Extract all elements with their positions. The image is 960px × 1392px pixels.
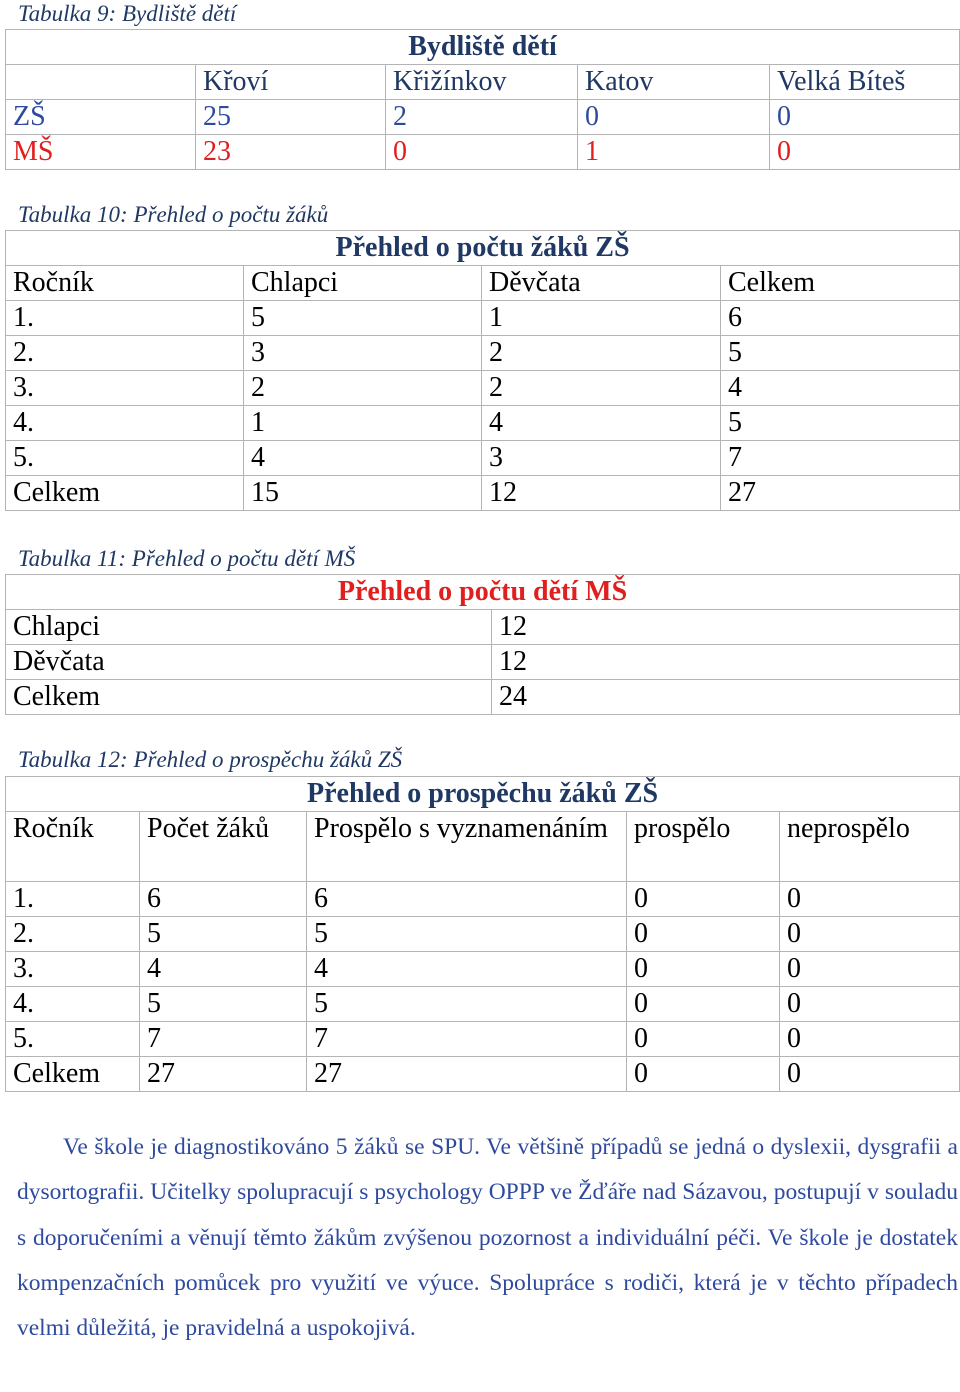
table12-title: Přehled o prospěchu žáků ZŠ — [6, 777, 960, 812]
table9-title: Bydliště dětí — [6, 30, 960, 65]
table12-column-header: neprospělo — [780, 812, 960, 882]
table12-cell: 4 — [140, 952, 307, 987]
table12-column-header: Ročník — [6, 812, 140, 882]
table-row — [6, 917, 960, 952]
table10-cell: 2 — [244, 371, 482, 406]
table12-cell: 0 — [780, 987, 960, 1022]
table10-cell: 4 — [244, 441, 482, 476]
table9-cell: 0 — [770, 100, 960, 135]
table12-cell: 0 — [627, 1022, 780, 1057]
table-row — [6, 882, 960, 917]
table12-cell: 27 — [307, 1057, 627, 1092]
table-row — [6, 441, 960, 476]
table10 — [5, 230, 960, 511]
table10-cell: 1 — [244, 406, 482, 441]
table10-cell: 5. — [6, 441, 244, 476]
table12-cell: 4 — [307, 952, 627, 987]
table12-cell: 5 — [140, 987, 307, 1022]
table10-cell: 5 — [244, 301, 482, 336]
table9-cell: 2 — [386, 100, 578, 135]
table10-header-row — [6, 266, 960, 301]
table9-row-zs — [6, 100, 960, 135]
table10-column-header: Celkem — [721, 266, 960, 301]
table12-cell: 0 — [780, 1057, 960, 1092]
table10-cell: 15 — [244, 476, 482, 511]
table12-cell: 3. — [6, 952, 140, 987]
table9-caption: Tabulka 9: Bydliště dětí — [18, 1, 237, 26]
table9-row-label: MŠ — [6, 135, 196, 170]
table9-column-header: Křižínkov — [386, 65, 578, 100]
table12-cell: 5 — [307, 987, 627, 1022]
table12-cell: 4. — [6, 987, 140, 1022]
table10-cell: 12 — [482, 476, 721, 511]
table10-cell: 27 — [721, 476, 960, 511]
table-row — [6, 952, 960, 987]
table12-cell: 1. — [6, 882, 140, 917]
table10-cell: 2. — [6, 336, 244, 371]
table10-cell: 4 — [482, 406, 721, 441]
table12-cell: 0 — [627, 1057, 780, 1092]
table12-cell: 5 — [140, 917, 307, 952]
table12-cell: 7 — [307, 1022, 627, 1057]
table9-cell: 1 — [578, 135, 770, 170]
table11-label: Chlapci — [6, 610, 492, 645]
table9-cell: 25 — [196, 100, 386, 135]
body-paragraph — [17, 1125, 958, 1351]
table-row — [6, 1022, 960, 1057]
table12-cell: 0 — [780, 882, 960, 917]
table10-cell: 5 — [721, 336, 960, 371]
table9-column-header: Velká Bíteš — [770, 65, 960, 100]
table9-cell: 0 — [578, 100, 770, 135]
table9-header-row — [6, 65, 960, 100]
table12-caption: Tabulka 12: Přehled o prospěchu žáků ZŠ — [18, 747, 403, 772]
table12-cell: 0 — [780, 917, 960, 952]
table11-value: 24 — [492, 680, 960, 715]
table10-column-header: Děvčata — [482, 266, 721, 301]
table12-column-header: Počet žáků — [140, 812, 307, 882]
table-row — [6, 406, 960, 441]
table9-column-header: Křoví — [196, 65, 386, 100]
table9-column-header: Katov — [578, 65, 770, 100]
table10-cell: 7 — [721, 441, 960, 476]
table12 — [5, 776, 960, 1092]
table9-row-ms — [6, 135, 960, 170]
table10-caption: Tabulka 10: Přehled o počtu žáků — [18, 202, 329, 227]
table10-column-header: Ročník — [6, 266, 244, 301]
table-row — [6, 987, 960, 1022]
table10-cell: 2 — [482, 371, 721, 406]
table11-label: Celkem — [6, 680, 492, 715]
table10-cell: 1. — [6, 301, 244, 336]
table9 — [5, 29, 960, 170]
table-row — [6, 371, 960, 406]
table12-cell: Celkem — [6, 1057, 140, 1092]
table11-value: 12 — [492, 610, 960, 645]
table12-cell: 6 — [307, 882, 627, 917]
table10-cell: 6 — [721, 301, 960, 336]
table11 — [5, 574, 960, 715]
table12-cell: 0 — [780, 952, 960, 987]
table12-cell: 0 — [627, 917, 780, 952]
table12-header-row — [6, 812, 960, 882]
table12-cell: 2. — [6, 917, 140, 952]
table11-caption: Tabulka 11: Přehled o počtu dětí MŠ — [18, 546, 356, 571]
table10-cell: 1 — [482, 301, 721, 336]
table10-total-row — [6, 476, 960, 511]
table9-cell: 0 — [770, 135, 960, 170]
table12-cell: 0 — [780, 1022, 960, 1057]
table12-cell: 0 — [627, 987, 780, 1022]
table12-cell: 5 — [307, 917, 627, 952]
table12-cell: 0 — [627, 882, 780, 917]
table-row — [6, 610, 960, 645]
table10-cell: 4. — [6, 406, 244, 441]
table9-cell: 23 — [196, 135, 386, 170]
table10-title: Přehled o počtu žáků ZŠ — [6, 231, 960, 266]
table10-cell: 4 — [721, 371, 960, 406]
table12-cell: 0 — [627, 952, 780, 987]
table12-cell: 5. — [6, 1022, 140, 1057]
table-row — [6, 336, 960, 371]
table10-cell: 3. — [6, 371, 244, 406]
table12-total-row — [6, 1057, 960, 1092]
table12-cell: 6 — [140, 882, 307, 917]
table-row — [6, 645, 960, 680]
table10-cell: Celkem — [6, 476, 244, 511]
table11-value: 12 — [492, 645, 960, 680]
table9-corner-cell — [6, 65, 196, 100]
table-row — [6, 680, 960, 715]
table-row — [6, 301, 960, 336]
table12-cell: 7 — [140, 1022, 307, 1057]
table12-cell: 27 — [140, 1057, 307, 1092]
table12-column-header: Prospělo s vyznamenáním — [307, 812, 627, 882]
table10-column-header: Chlapci — [244, 266, 482, 301]
table9-cell: 0 — [386, 135, 578, 170]
table10-cell: 2 — [482, 336, 721, 371]
body-paragraph-text: Ve škole je diagnostikováno 5 žáků se SPU. Ve většině případů se jedná o dyslexii, dysgrafii a dysortografii. Učitelky spolupracují s psychology OPPP ve Žďáře nad Sázavou, postupují v souladu s doporučeními a věnují těmto žákům zvýšenou pozornost a individuální péči. Ve škole je dostatek kompenzačních pomůcek pro využití ve výuce. Spolupráce s rodiči, která je v těchto případech velmi důležitá, je pravidelná a uspokojivá. — [17, 1134, 958, 1342]
table11-label: Děvčata — [6, 645, 492, 680]
table10-cell: 3 — [244, 336, 482, 371]
table10-cell: 3 — [482, 441, 721, 476]
table12-column-header: prospělo — [627, 812, 780, 882]
table10-cell: 5 — [721, 406, 960, 441]
table9-row-label: ZŠ — [6, 100, 196, 135]
table11-title: Přehled o počtu dětí MŠ — [6, 575, 960, 610]
